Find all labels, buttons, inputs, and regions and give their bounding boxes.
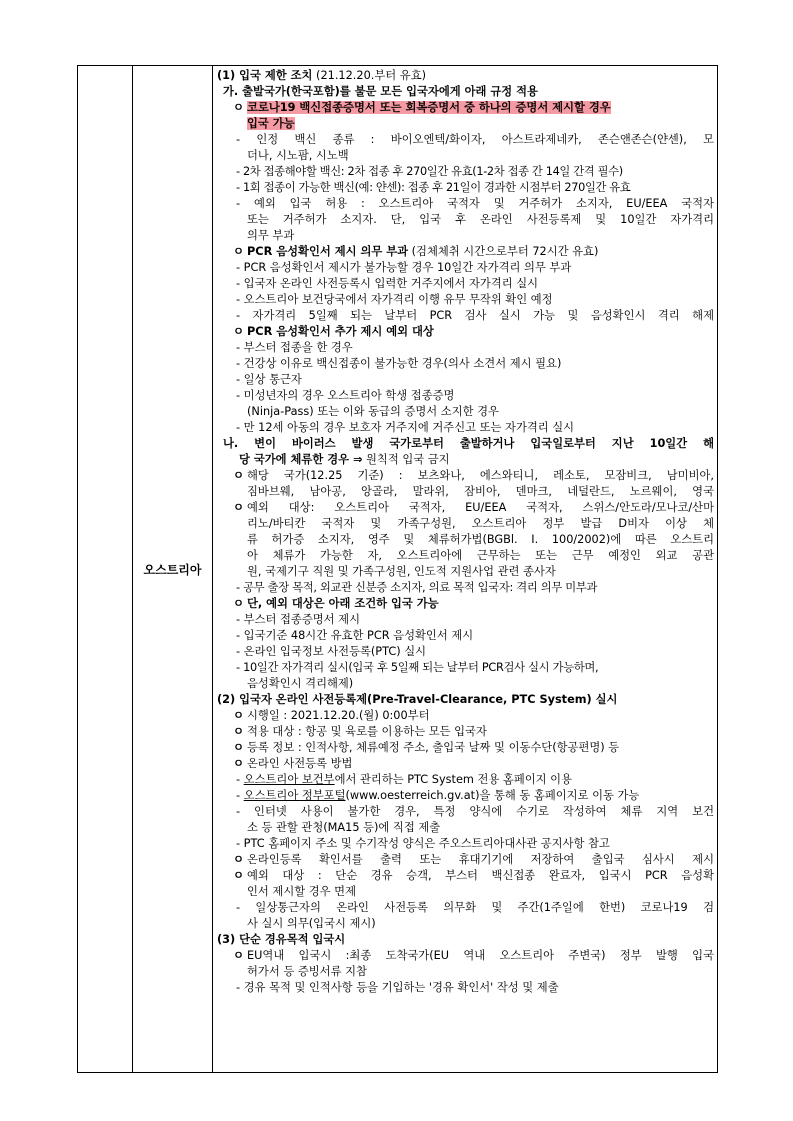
bullet-exceptions: ㅇ 예외 대상: 오스트리아 국적자, EU/EEA 국적자, 스위스/안도라/모나코/산마 — [233, 501, 714, 514]
dash-offline-form-cont: 소 등 관할 관청(MA15 등)에 직접 제출 — [247, 821, 441, 834]
dash-random-check: - 오스트리아 보건당국에서 자가격리 이행 유무 무작위 확인 예정 — [236, 293, 553, 306]
bullet-exempt-cont: 인서 제시할 경우 면제 — [247, 885, 356, 898]
content-cell — [213, 66, 718, 1073]
section-1-na-heading-cont: 당 국가에 체류한 경우 ⇒ 원칙적 입국 금지 — [239, 453, 450, 466]
section-1-ga-heading: 가. 출발국가(한국포함)를 불문 모든 입국자에게 아래 규정 적용 — [223, 85, 538, 98]
bullet-effective-date: ㅇ 시행일 : 2021.12.20.(월) 0:00부터 — [233, 709, 430, 722]
dash-pcr-quarantine: - PCR 음성확인서 제시가 불가능할 경우 10일간 자가격리 의무 부과 — [236, 261, 572, 274]
bullet-icon: ㅇ — [233, 245, 244, 258]
dash-vaccine-types-cont: 더나, 시노팜, 시노백 — [247, 149, 349, 162]
index-cell — [78, 66, 133, 1073]
dash-exception-entry-cont2: 의무 부과 — [247, 229, 295, 242]
bullet-exceptions-cont4: 원, 국제기구 직원 및 가족구성원, 인도적 지원사업 관련 종사자 — [247, 565, 556, 578]
section-2-heading: (2) 입국자 온라인 사전등록제(Pre-Travel-Clearance, PTC System) 실시 — [217, 693, 618, 706]
dash-embassy-notice: - PTC 홈페이지 주소 및 수기작성 양식은 주오스트리아대사관 공지사항 참고 — [236, 837, 610, 850]
bullet-icon: ㅇ — [233, 949, 244, 962]
section-1-heading: (1) 입국 제한 조치 (21.12.20.부터 유효) — [217, 69, 427, 82]
section-3-heading: (3) 단순 경유목적 입국시 — [217, 933, 346, 946]
bullet-exceptions-cont: 리노/바티칸 국적자 및 가족구성원, 오스트리아 정부 발급 D비자 이상 체 — [247, 517, 714, 530]
dash-commuter-testing: - 일상통근자의 온라인 사전등록 의무화 및 주간(1주일에 한번) 코로나19 검 — [236, 901, 714, 914]
bullet-exceptions-cont2: 류 허가증 소지자, 영주 및 체류허가법(BGBl. I. 100/2002)에 따른 오스트리 — [247, 533, 714, 546]
dash-vaccine-types: - 인정 백신 종류 : 바이오엔텍/화이자, 아스트라제네카, 존슨앤존슨(얀센), 모 — [236, 133, 714, 146]
dash-offline-form: - 인터넷 사용이 불가한 경우, 특정 양식에 수기로 작성하여 체류 지역 보건 — [236, 805, 714, 818]
country-cell — [133, 66, 213, 1073]
bullet-icon: ㅇ — [233, 709, 244, 722]
bullet-exceptions-cont3: 아 체류가 가능한 자, 오스트리아에 근무하는 또는 근무 예정인 외교 공관 — [247, 549, 714, 562]
bullet-icon: ㅇ — [233, 869, 244, 882]
dash-10day-quarantine: - 10일간 자가격리 실시(입국 후 5일째 되는 날부터 PCR검사 실시 가능하며, — [236, 661, 599, 674]
bullet-icon: ㅇ — [233, 101, 244, 114]
dash-child-12: - 만 12세 아동의 경우 보호자 거주지에 거주신고 또는 자가격리 실시 — [236, 421, 575, 434]
bullet-exempt: ㅇ 예외 대상 : 단순 경유 승객, 부스터 백신접종 완료자, 입국시 PCR 음성확 — [233, 869, 714, 882]
bullet-icon: ㅇ — [233, 741, 244, 754]
bullet-certificate: ㅇ 코로나19 백신접종증명서 또는 회복증명서 중 하나의 증명서 제시할 경우 — [233, 101, 611, 114]
bullet-icon: ㅇ — [233, 325, 244, 338]
dash-booster: - 부스터 접종을 한 경우 — [236, 341, 353, 354]
bullet-registration-method: ㅇ 온라인 사전등록 방법 — [233, 757, 353, 770]
dash-health-reason: - 건강상 이유로 백신접종이 불가능한 경우(의사 소견서 제시 필요) — [236, 357, 562, 370]
dash-one-dose: - 1회 접종이 가능한 백신(예: 얀센): 접종 후 21일이 경과한 시점부터 270일간 유효 — [236, 181, 631, 194]
bullet-pcr-required: ㅇ PCR 음성확인서 제시 의무 부과 (검체체취 시간으로부터 72시간 유효) — [233, 245, 599, 258]
bullet-pcr-exempt: ㅇ PCR 음성확인서 추가 제시 예외 대상 — [233, 325, 434, 338]
bullet-countries: ㅇ 해당 국가(12.25 기준) : 보츠와나, 에스와티니, 레소토, 모잠비크, 남미비아, — [233, 469, 714, 482]
section-1-na-heading: 나. 변이 바이러스 발생 국가로부터 출발하거나 입국일로부터 지난 10일간 해 — [223, 437, 714, 450]
dash-exception-entry: - 예외 입국 허용 : 오스트리아 국적자 및 거주허가 소지자, EU/EEA 국적자 — [236, 197, 714, 210]
table-row — [78, 66, 718, 1073]
bullet-eu-transit-cont: 허가서 등 증빙서류 지참 — [247, 965, 367, 978]
bullet-print-confirmation: ㅇ 온라인등록 확인서를 출력 또는 휴대기기에 저장하여 출입국 심사시 제시 — [233, 853, 714, 866]
bullet-applies-to: ㅇ 적용 대상 : 항공 및 육로를 이용하는 모든 입국자 — [233, 725, 487, 738]
dash-booster-cert: - 부스터 접종증명서 제시 — [236, 613, 360, 626]
bullet-icon: ㅇ — [233, 501, 244, 514]
content-body — [213, 66, 717, 996]
dash-release: - 자가격리 5일째 되는 날부터 PCR 검사 실시 가능 및 음성확인시 격리 해제 — [236, 309, 714, 322]
bullet-icon: ㅇ — [233, 757, 244, 770]
dash-quarantine-address: - 입국자 온라인 사전등록시 입력한 거주지에서 자가격리 실시 — [236, 277, 539, 290]
bullet-exception-conditions: ㅇ 단, 예외 대상은 아래 조건하 입국 가능 — [233, 597, 439, 610]
bullet-eu-transit: ㅇ EU역내 입국시 :최종 도착국가(EU 역내 오스트리아 주변국) 정부 발행 입국 — [233, 949, 714, 962]
dash-commuter-testing-cont: 사 실시 의무(입국시 제시) — [247, 917, 376, 930]
dash-ptc: - 온라인 입국정보 사전등록(PTC) 실시 — [236, 645, 427, 658]
dash-minor: - 미성년자의 경우 오스트리아 학생 접종증명 — [236, 389, 455, 402]
bullet-icon: ㅇ — [233, 469, 244, 482]
bullet-certificate-cont: 입국 가능 — [247, 117, 295, 130]
gov-portal-link: 오스트리아 정부포털 — [243, 789, 346, 802]
dash-minor-cont: (Ninja-Pass) 또는 이와 동급의 증명서 소지한 경우 — [247, 405, 499, 418]
dash-official-travel: - 공무 출장 목적, 외교관 신분증 소지자, 의료 목적 입국자: 격리 의무 미부과 — [236, 581, 598, 594]
dash-exception-entry-cont: 또는 거주허가 소지자. 단, 입국 후 온라인 사전등록제 및 10일간 자가격리 — [247, 213, 714, 226]
bullet-icon: ㅇ — [233, 725, 244, 738]
dash-two-dose: - 2차 접종해야할 백신: 2차 접종 후 270일간 유효(1-2차 접종 간 14일 간격 필수) — [236, 165, 623, 178]
dash-pcr-48h: - 입국기준 48시간 유효한 PCR 음성확인서 제시 — [236, 629, 474, 642]
bullet-icon: ㅇ — [233, 853, 244, 866]
dash-10day-quarantine-cont: 음성확인시 격리해제) — [247, 677, 354, 690]
dash-gov-portal: - 오스트리아 정부포털(www.oesterreich.gv.at)을 통해 동 홈페이지로 이동 가능 — [236, 789, 640, 802]
country-name: 오스트리아 — [143, 562, 202, 577]
dash-transit-form: - 경유 목적 및 인적사항 등을 기입하는 '경유 확인서' 작성 및 제출 — [236, 981, 559, 994]
ministry-link: 오스트리아 보건부 — [243, 773, 335, 786]
bullet-countries-cont: 짐바브웨, 남아공, 앙골라, 말라위, 잠비아, 덴마크, 네덜란드, 노르웨이, 영국 — [247, 485, 714, 498]
dash-commuter: - 일상 통근자 — [236, 373, 302, 386]
dash-ministry-site: - 오스트리아 보건부에서 관리하는 PTC System 전용 홈페이지 이용 — [236, 773, 572, 786]
bullet-registration-info: ㅇ 등록 정보 : 인적사항, 체류예정 주소, 출입국 날짜 및 이동수단(항공편명) 등 — [233, 741, 620, 754]
info-table — [77, 65, 718, 1073]
bullet-icon: ㅇ — [233, 597, 244, 610]
